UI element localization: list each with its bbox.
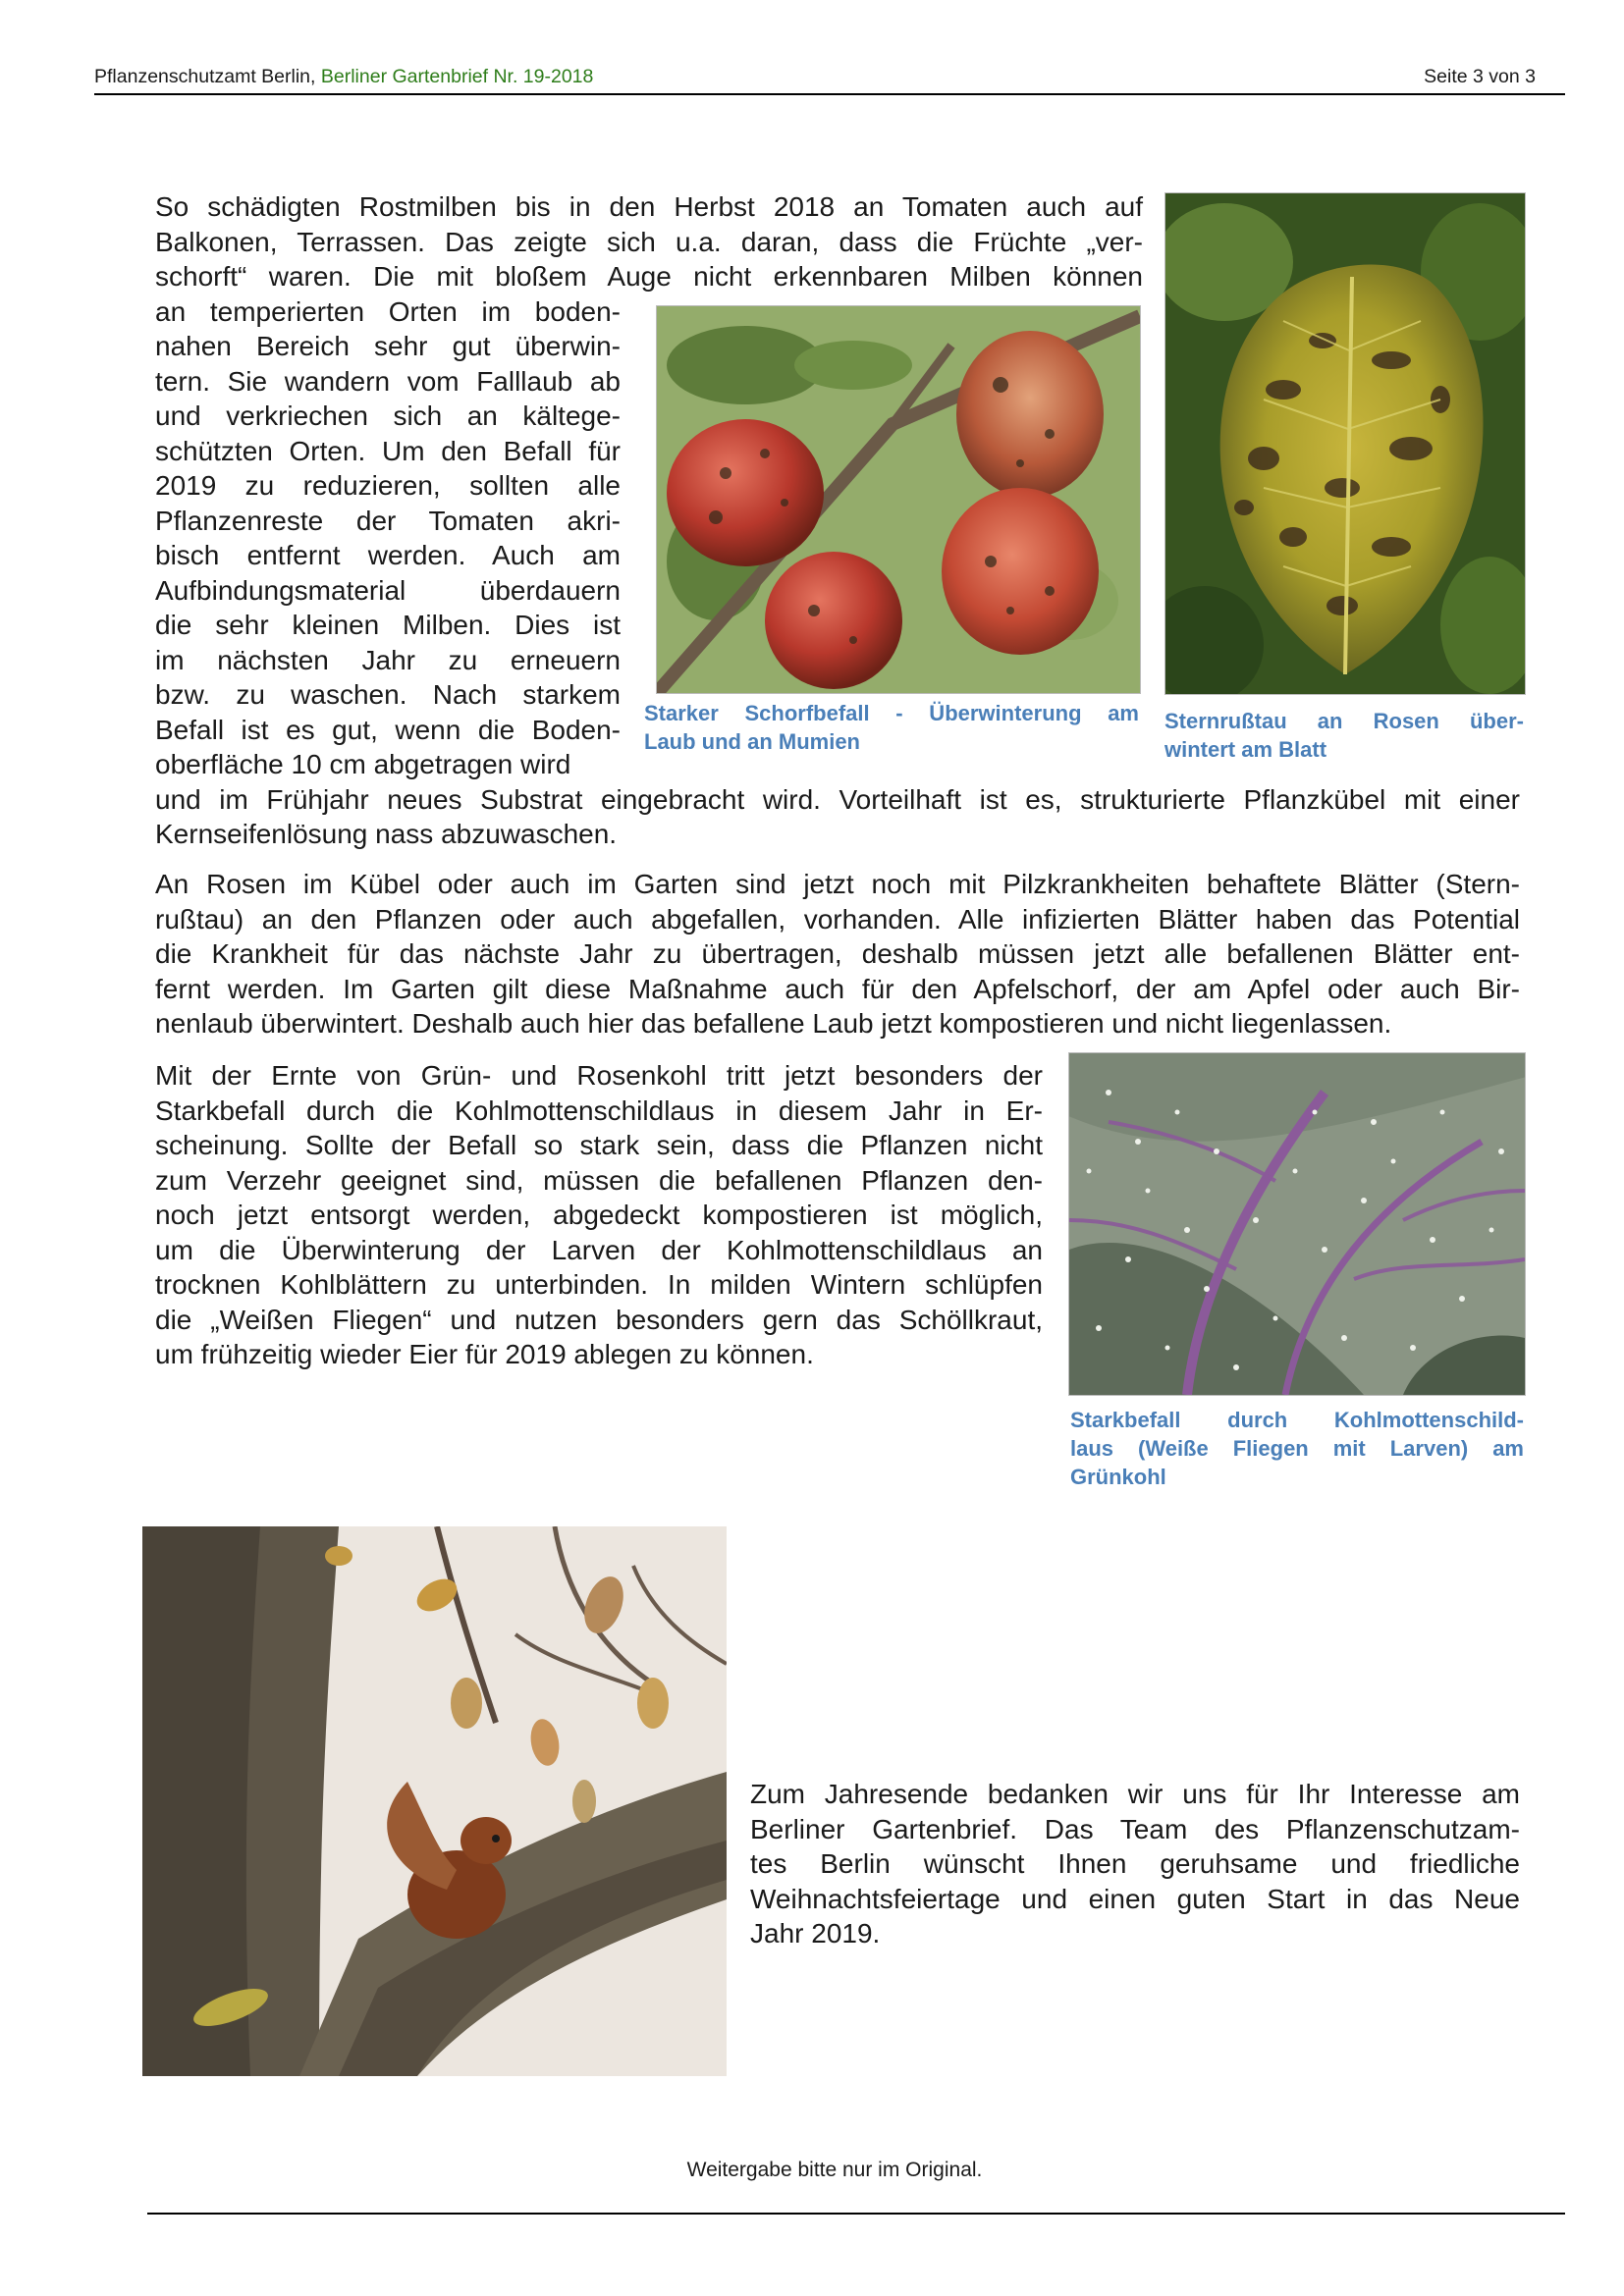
text-line: die „Weißen Fliegen“ und nutzen besonders gern das Schöllkraut, (155, 1304, 1043, 1335)
caption-apple-scab (644, 699, 1139, 756)
caption-kale (1070, 1406, 1524, 1491)
text-line: fernt werden. Im Garten gilt diese Maßnahme auch für den Apfelschorf, der am Apfel oder auch Bir- (155, 973, 1520, 1004)
text-line: trocknen Kohlblättern zu unterbinden. In milden Wintern schlüpfen (155, 1269, 1043, 1300)
text-line: So schädigten Rostmilben bis in den Herbst 2018 an Tomaten auch auf (155, 191, 1143, 222)
header-org: Pflanzenschutzamt Berlin, (94, 66, 316, 87)
text-line: Mit der Ernte von Grün- und Rosenkohl tritt jetzt besonders der (155, 1060, 1043, 1091)
text-line: 2019 zu reduzieren, sollten alle (155, 470, 621, 501)
text-line: Pflanzenreste der Tomaten akri- (155, 505, 621, 536)
text-line: rußtau) an den Pflanzen oder auch abgefallen, vorhanden. Alle infizierten Blätter haben das Potential (155, 903, 1520, 934)
photo-rose-leaf-blackspot (1164, 192, 1526, 695)
text-line: an temperierten Orten im boden- (155, 295, 621, 327)
text-line: und im Frühjahr neues Substrat eingebracht wird. Vorteilhaft ist es, strukturierte Pflanzkübel mit einer (155, 783, 1520, 815)
paragraph-roses (155, 867, 1520, 1041)
text-line: schützten Orten. Um den Befall für (155, 435, 621, 466)
text-line: um frühzeitig wieder Eier für 2019 ablegen zu können. (155, 1339, 814, 1369)
text-line: die sehr kleinen Milben. Dies ist (155, 610, 621, 640)
text-line: oberfläche 10 cm abgetragen wird (155, 749, 571, 779)
text-line: bisch entfernt werden. Auch am (155, 540, 621, 570)
text-line: nahen Bereich sehr gut überwin- (155, 331, 621, 361)
caption-rose-leaf (1164, 707, 1524, 764)
text-line: nenlaub überwintert. Deshalb auch hier das befallene Laub jetzt kompostieren und nicht liegenlassen. (155, 1008, 1392, 1039)
caption-line: Starkbefall durch Kohlmottenschild- (1070, 1408, 1524, 1432)
caption-line: laus (Weiße Fliegen mit Larven) am (1070, 1436, 1524, 1461)
paragraph-season-greetings (750, 1777, 1520, 1951)
text-line: Zum Jahresende bedanken wir uns für Ihr Interesse am (750, 1779, 1520, 1809)
text-line: Kernseifenlösung nass abzuwaschen. (155, 819, 618, 849)
text-line: An Rosen im Kübel oder auch im Garten sind jetzt noch mit Pilzkrankheiten behaftete Blätter (Stern- (155, 869, 1520, 899)
text-line: Aufbindungsmaterial überdauern (155, 574, 621, 606)
text-line: bzw. zu waschen. Nach starkem (155, 679, 621, 710)
text-line: noch jetzt entsorgt werden, abgedeckt kompostieren ist möglich, (155, 1200, 1043, 1230)
photo-apple-scab (656, 305, 1141, 694)
text-line: und verkriechen sich an kältege- (155, 400, 621, 431)
caption-line: Starker Schorfbefall - Überwinterung am (644, 701, 1139, 725)
text-line: Berliner Gartenbrief. Das Team des Pflanzenschutzam- (750, 1813, 1520, 1844)
text-line: Befall ist es gut, wenn die Boden- (155, 714, 621, 745)
caption-line: Sternrußtau an Rosen über- (1164, 709, 1524, 733)
text-line: tes Berlin wünscht Ihnen geruhsame und friedliche (750, 1848, 1520, 1879)
header-page-number: Seite 3 von 3 (1424, 66, 1536, 87)
photo-squirrel (142, 1526, 727, 2076)
text-line: schorft“ waren. Die mit bloßem Auge nicht erkennbaren Milben können (155, 261, 1143, 292)
caption-line: wintert am Blatt (1164, 737, 1327, 762)
text-line: Jahr 2019. (750, 1918, 881, 1949)
footer-note: Weitergabe bitte nur im Original. (686, 2159, 983, 2181)
text-line: um die Überwinterung der Larven der Kohlmottenschildlaus an (155, 1234, 1043, 1265)
text-line: Starkbefall durch die Kohlmottenschildlaus in diesem Jahr in Er- (155, 1095, 1043, 1126)
text-line: die Krankheit für das nächste Jahr zu übertragen, deshalb müssen jetzt alle befallenen Blätter ent- (155, 938, 1520, 969)
header-title: Berliner Gartenbrief Nr. 19-2018 (320, 66, 594, 87)
footer-rule (147, 2213, 1565, 2215)
caption-line: Laub und an Mumien (644, 729, 860, 754)
photo-kale-whitefly (1068, 1052, 1526, 1396)
text-line: tern. Sie wandern vom Falllaub ab (155, 365, 621, 397)
text-line: zum Verzehr geeignet sind, müssen die befallenen Pflanzen den- (155, 1164, 1043, 1196)
paragraph-cabbage-whitefly (155, 1058, 1043, 1372)
text-line: Balkonen, Terrassen. Das zeigte sich u.a. daran, dass die Früchte „ver- (155, 226, 1143, 257)
header-rule (94, 93, 1565, 95)
text-line: Weihnachtsfeiertage und einen guten Start in das Neue (750, 1883, 1520, 1914)
header-left (94, 65, 593, 88)
caption-line: Grünkohl (1070, 1465, 1166, 1489)
text-line: im nächsten Jahr zu erneuern (155, 644, 621, 675)
text-line: scheinung. Sollte der Befall so stark sein, dass die Pflanzen nicht (155, 1130, 1043, 1160)
